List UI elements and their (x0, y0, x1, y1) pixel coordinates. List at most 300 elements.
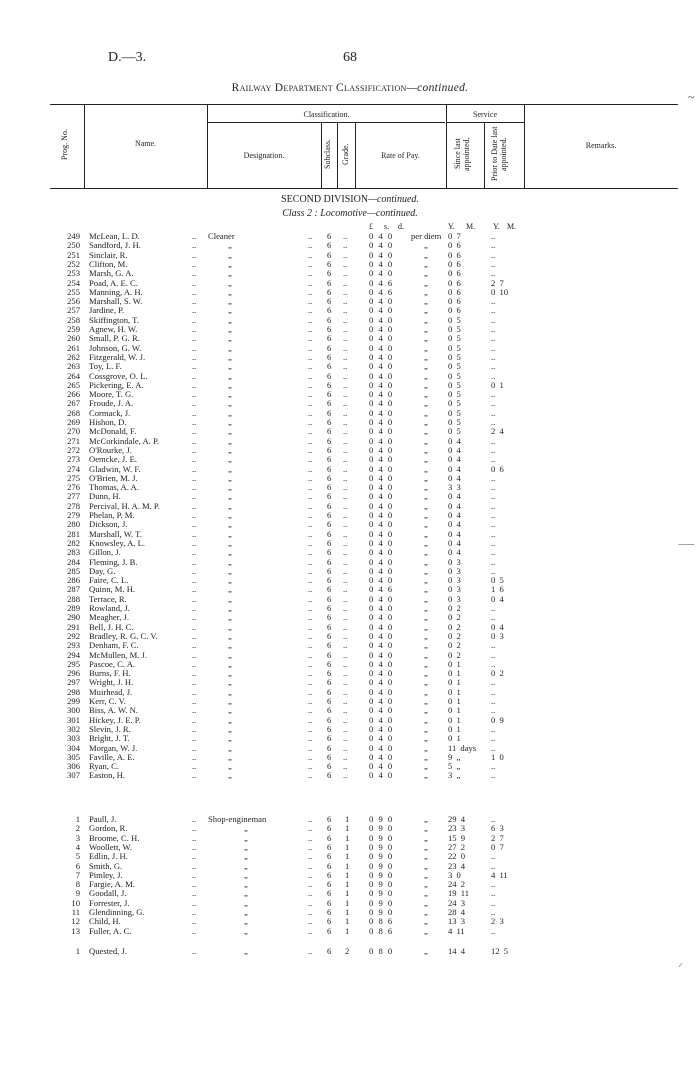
leader-dots: .. (343, 333, 348, 344)
designation-cell: „ (228, 500, 232, 511)
rate-cell: 0 9 0 (369, 814, 393, 824)
leader-dots: .. (308, 705, 313, 716)
designation-cell: „ (228, 603, 232, 613)
subclass-cell: 6 (327, 723, 332, 734)
prog-no-cell: 9 (75, 888, 80, 899)
prior-to-date-cell: .. (491, 565, 496, 576)
rate-cell: 0 4 0 (369, 537, 393, 548)
leader-dots: .. (343, 351, 348, 362)
designation-cell: „ (228, 258, 232, 269)
subclass-cell: 6 (327, 528, 332, 539)
prog-no-cell: 285 (67, 565, 80, 576)
rate-cell: 0 4 0 (369, 575, 393, 586)
subclass-cell: 6 (327, 240, 332, 251)
prior-to-date-cell: .. (491, 231, 496, 241)
name-cell: Sinclair, R. (89, 249, 128, 260)
prior-to-date-cell: .. (491, 510, 496, 520)
grade-cell: 1 (345, 879, 350, 890)
leader-dots: .. (343, 565, 348, 576)
name-cell: Fleming, J. B. (89, 556, 138, 567)
prog-no-cell: 12 (71, 916, 80, 927)
designation-cell: „ (244, 925, 248, 936)
prog-no-cell: 280 (67, 519, 80, 530)
leader-dots: .. (192, 814, 197, 824)
name-cell: Easton, H. (89, 770, 126, 781)
rate-cell: 0 9 0 (369, 851, 393, 862)
grade-cell: 2 (345, 946, 350, 956)
subclass-cell: 6 (327, 584, 332, 595)
rate-period-cell: „ (424, 621, 428, 632)
designation-cell: „ (228, 407, 232, 418)
rate-cell: 0 4 0 (369, 510, 393, 520)
designation-cell: „ (228, 649, 232, 660)
name-cell: Fitzgerald, W. J. (89, 351, 146, 362)
prog-no-cell: 270 (67, 426, 80, 437)
name-cell: Ryan, C. (89, 761, 119, 772)
leader-dots: .. (308, 733, 313, 744)
leader-dots: .. (192, 351, 197, 362)
leader-dots: .. (308, 370, 313, 381)
prior-to-date-cell: .. (491, 389, 496, 400)
class-continued: —continued. (366, 208, 418, 219)
name-cell: Oemcke, J. E. (89, 454, 137, 465)
since-last-cell: 0 6 (448, 240, 461, 251)
name-cell: Phelan, P. M. (89, 510, 135, 520)
designation-cell: „ (228, 621, 232, 632)
leader-dots: .. (192, 333, 197, 344)
designation-cell: „ (228, 333, 232, 344)
leader-dots: .. (192, 841, 197, 852)
prog-no-cell: 260 (67, 333, 80, 344)
since-last-cell: 0 4 (448, 463, 461, 474)
rate-cell: 0 4 0 (369, 472, 393, 483)
rate-cell: 0 4 0 (369, 528, 393, 539)
since-last-cell: 0 3 (448, 593, 461, 604)
name-cell: McCorkindale, A. P. (89, 435, 159, 446)
prog-no-cell: 284 (67, 556, 80, 567)
margin-mark-icon: ⸺ (678, 539, 695, 550)
prog-no-cell: 255 (67, 286, 80, 297)
since-last-cell: 0 1 (448, 723, 461, 734)
designation-cell: „ (228, 547, 232, 558)
grade-cell: 1 (345, 888, 350, 899)
leader-dots: .. (343, 751, 348, 762)
rate-cell: 0 4 0 (369, 324, 393, 334)
rate-period-cell: „ (424, 677, 428, 688)
name-cell: Percival, H. A. M. P. (89, 500, 160, 511)
since-last-cell: 19 11 (448, 888, 470, 899)
name-cell: Thomas, A. A. (89, 482, 139, 493)
prior-to-date-cell: .. (491, 814, 496, 824)
subclass-cell: 6 (327, 841, 332, 852)
since-last-cell: 0 4 (448, 528, 461, 539)
designation-cell: „ (244, 832, 248, 843)
rate-period-cell: „ (424, 324, 428, 334)
prior-to-date-cell: 0 2 (491, 668, 504, 679)
name-cell: Child, H. (89, 916, 121, 927)
unit-pence: d. (398, 222, 404, 231)
leader-dots: .. (308, 612, 313, 623)
designation-cell: „ (228, 342, 232, 353)
name-cell: Slevin, J. R. (89, 723, 131, 734)
rate-period-cell: „ (424, 537, 428, 548)
since-last-cell: 9 „ (448, 751, 461, 762)
prog-no-cell: 299 (67, 696, 80, 706)
subclass-cell: 6 (327, 556, 332, 567)
leader-dots: .. (308, 888, 313, 899)
designation-cell: „ (228, 761, 232, 772)
leader-dots: .. (308, 342, 313, 353)
since-last-cell: 0 2 (448, 640, 461, 651)
leader-dots: .. (308, 832, 313, 843)
prior-to-date-cell: .. (491, 537, 496, 548)
leader-dots: .. (343, 668, 348, 679)
subclass-cell: 6 (327, 519, 332, 530)
rate-period-cell: „ (424, 556, 428, 567)
prog-no-cell: 276 (67, 482, 80, 493)
designation-cell: „ (228, 537, 232, 548)
designation-cell: Cleaner (208, 231, 235, 241)
leader-dots: .. (343, 537, 348, 548)
leader-dots: .. (192, 696, 197, 706)
subclass-cell: 6 (327, 823, 332, 834)
leader-dots: .. (192, 472, 197, 483)
rate-cell: 0 4 0 (369, 556, 393, 567)
class-heading (0, 208, 700, 219)
leader-dots: .. (343, 472, 348, 483)
prog-no-cell: 258 (67, 314, 80, 325)
rate-cell: 0 4 0 (369, 342, 393, 353)
rate-period-cell: „ (424, 407, 428, 418)
rate-cell: 0 4 0 (369, 249, 393, 260)
leader-dots: .. (308, 696, 313, 706)
rate-cell: 0 4 0 (369, 351, 393, 362)
rate-period-cell: „ (424, 472, 428, 483)
prior-to-date-cell: .. (491, 612, 496, 623)
since-last-cell: 23 4 (448, 860, 466, 871)
rate-cell: 0 4 0 (369, 491, 393, 502)
prog-no-cell: 279 (67, 510, 80, 520)
rate-period-cell: „ (424, 510, 428, 520)
rate-cell: 0 4 0 (369, 733, 393, 744)
subclass-cell: 6 (327, 286, 332, 297)
leader-dots: .. (343, 677, 348, 688)
leader-dots: .. (192, 916, 197, 927)
leader-dots: .. (192, 463, 197, 474)
rate-period-cell: „ (424, 389, 428, 400)
designation-cell: „ (228, 556, 232, 567)
subclass-cell: 6 (327, 510, 332, 520)
subclass-cell: 6 (327, 333, 332, 344)
since-last-cell: 0 6 (448, 249, 461, 260)
col-name: Name. (134, 139, 157, 148)
leader-dots: .. (192, 612, 197, 623)
subclass-cell: 6 (327, 565, 332, 576)
rate-period-cell: „ (424, 379, 428, 390)
leader-dots: .. (308, 277, 313, 288)
leader-dots: .. (308, 723, 313, 734)
prior-to-date-cell: .. (491, 528, 496, 539)
since-last-cell: 14 4 (448, 946, 466, 956)
prior-to-date-cell: .. (491, 305, 496, 316)
designation-cell: „ (228, 565, 232, 576)
designation-cell: „ (244, 869, 248, 880)
leader-dots: .. (308, 640, 313, 651)
leader-dots: .. (192, 258, 197, 269)
leader-dots: .. (192, 888, 197, 899)
grade-cell: 1 (345, 823, 350, 834)
designation-cell: „ (228, 268, 232, 279)
since-last-cell: 5 „ (448, 761, 461, 772)
designation-cell: „ (228, 240, 232, 251)
since-last-cell: 0 2 (448, 621, 461, 632)
rate-cell: 0 4 0 (369, 668, 393, 679)
name-cell: Dunn, H. (89, 491, 121, 502)
designation-cell: „ (228, 491, 232, 502)
name-cell: Fargie, A. M. (89, 879, 135, 890)
name-cell: Bradley, R. G. C. V. (89, 630, 158, 641)
leader-dots: .. (308, 491, 313, 502)
since-last-cell: 0 4 (448, 454, 461, 465)
leader-dots: .. (343, 286, 348, 297)
designation-cell: „ (228, 370, 232, 381)
prior-to-date-cell: .. (491, 888, 496, 899)
prog-no-cell: 301 (67, 714, 80, 725)
name-cell: Kerr, C. V. (89, 696, 126, 706)
designation-cell: „ (228, 770, 232, 781)
col-subclass: Subclass. (323, 139, 332, 169)
rate-period-cell: „ (424, 277, 428, 288)
table-row (0, 770, 700, 780)
leader-dots: .. (308, 249, 313, 260)
name-cell: Gillon, J. (89, 547, 121, 558)
leader-dots: .. (308, 519, 313, 530)
designation-cell: „ (228, 324, 232, 334)
rate-cell: 0 4 0 (369, 463, 393, 474)
prog-no-cell: 297 (67, 677, 80, 688)
prog-no-cell: 305 (67, 751, 80, 762)
since-last-cell: 0 5 (448, 398, 461, 409)
prior-to-date-cell: .. (491, 640, 496, 651)
rate-period-cell: „ (424, 742, 428, 753)
prog-no-cell: 291 (67, 621, 80, 632)
prior-to-date-cell: .. (491, 417, 496, 427)
since-last-cell: 0 1 (448, 696, 461, 706)
leader-dots: .. (192, 454, 197, 465)
prog-no-cell: 259 (67, 324, 80, 334)
prior-to-date-cell: 2 3 (491, 916, 504, 927)
designation-cell: „ (244, 860, 248, 871)
prog-no-cell: 251 (67, 249, 80, 260)
name-cell: Bell, J. H. C. (89, 621, 134, 632)
prior-to-date-cell: .. (491, 851, 496, 862)
leader-dots: .. (192, 528, 197, 539)
prog-no-cell: 1 (75, 814, 80, 824)
prior-to-date-cell: .. (491, 342, 496, 353)
grade-cell: 1 (345, 832, 350, 843)
title-main: Railway Department Classification (231, 82, 407, 94)
prog-no-cell: 269 (67, 417, 80, 427)
leader-dots: .. (192, 314, 197, 325)
prior-to-date-cell: 0 6 (491, 463, 504, 474)
rate-cell: 0 4 0 (369, 751, 393, 762)
subclass-cell: 6 (327, 888, 332, 899)
leader-dots: .. (192, 593, 197, 604)
rate-period-cell: per diem (411, 231, 442, 241)
name-cell: O'Rourke, J. (89, 444, 132, 455)
name-cell: Sandford, J. H. (89, 240, 141, 251)
subclass-cell: 6 (327, 305, 332, 316)
since-last-cell: 0 1 (448, 714, 461, 725)
designation-cell: „ (228, 658, 232, 669)
designation-cell: „ (228, 723, 232, 734)
name-cell: Glendinning, G. (89, 907, 145, 917)
rate-cell: 0 4 0 (369, 417, 393, 427)
rate-cell: 0 4 0 (369, 435, 393, 446)
rate-period-cell: „ (424, 593, 428, 604)
leader-dots: .. (343, 593, 348, 604)
since-last-cell: 0 4 (448, 472, 461, 483)
unit-years-prior: Y. (493, 222, 500, 231)
leader-dots: .. (343, 705, 348, 716)
since-last-cell: 0 4 (448, 510, 461, 520)
designation-cell: „ (244, 841, 248, 852)
leader-dots: .. (308, 649, 313, 660)
name-cell: Cossgrove, O. L. (89, 370, 148, 381)
rate-cell: 0 4 0 (369, 705, 393, 716)
subclass-cell: 6 (327, 231, 332, 241)
prior-to-date-cell: .. (491, 723, 496, 734)
subclass-cell: 6 (327, 851, 332, 862)
since-last-cell: 27 2 (448, 841, 466, 852)
since-last-cell: 0 3 (448, 556, 461, 567)
rate-period-cell: „ (424, 888, 428, 899)
leader-dots: .. (192, 723, 197, 734)
leader-dots: .. (192, 714, 197, 725)
subclass-cell: 6 (327, 714, 332, 725)
rate-period-cell: „ (424, 370, 428, 381)
rate-period-cell: „ (424, 268, 428, 279)
prior-to-date-cell: 0 1 (491, 379, 504, 390)
prior-to-date-cell: .. (491, 658, 496, 669)
col-grade: Grade. (341, 143, 350, 165)
leader-dots: .. (308, 305, 313, 316)
prog-no-cell: 6 (75, 860, 80, 871)
since-last-cell: 0 3 (448, 575, 461, 586)
rate-period-cell: „ (424, 426, 428, 437)
col-designation: Designation. (243, 151, 285, 160)
leader-dots: .. (192, 705, 197, 716)
since-last-cell: 0 4 (448, 435, 461, 446)
rate-period-cell: „ (424, 435, 428, 446)
prog-no-cell: 273 (67, 454, 80, 465)
leader-dots: .. (343, 249, 348, 260)
rate-period-cell: „ (424, 584, 428, 595)
prior-to-date-cell: .. (491, 370, 496, 381)
subclass-cell: 6 (327, 324, 332, 334)
since-last-cell: 0 5 (448, 407, 461, 418)
since-last-cell: 0 1 (448, 705, 461, 716)
subclass-cell: 6 (327, 472, 332, 483)
rate-period-cell: „ (424, 946, 428, 956)
name-cell: Goodall, J. (89, 888, 127, 899)
prog-no-cell: 267 (67, 398, 80, 409)
prog-no-cell: 278 (67, 500, 80, 511)
designation-cell: „ (228, 640, 232, 651)
name-cell: Manning, A. H. (89, 286, 143, 297)
rate-period-cell: „ (424, 907, 428, 917)
prior-to-date-cell: .. (491, 500, 496, 511)
prior-to-date-cell: .. (491, 407, 496, 418)
prog-no-cell: 253 (67, 268, 80, 279)
leader-dots: .. (343, 603, 348, 613)
col-remarks: Remarks. (585, 141, 617, 150)
leader-dots: .. (343, 482, 348, 493)
prior-to-date-cell: .. (491, 519, 496, 530)
since-last-cell: 0 6 (448, 286, 461, 297)
rate-cell: 0 4 0 (369, 268, 393, 279)
leader-dots: .. (192, 686, 197, 697)
leader-dots: .. (308, 714, 313, 725)
prior-to-date-cell: 0 4 (491, 621, 504, 632)
leader-dots: .. (192, 444, 197, 455)
rate-cell: 0 4 0 (369, 258, 393, 269)
prior-to-date-cell: 2 7 (491, 277, 504, 288)
name-cell: Hickey, J. E. P. (89, 714, 141, 725)
prior-to-date-cell: .. (491, 333, 496, 344)
prior-to-date-cell: .. (491, 472, 496, 483)
prog-no-cell: 261 (67, 342, 80, 353)
leader-dots: .. (308, 860, 313, 871)
leader-dots: .. (343, 277, 348, 288)
name-cell: Burns, F. H. (89, 668, 131, 679)
since-last-cell: 24 3 (448, 897, 466, 908)
prog-no-cell: 296 (67, 668, 80, 679)
rate-cell: 0 4 0 (369, 231, 393, 241)
rate-period-cell: „ (424, 314, 428, 325)
rate-period-cell: „ (424, 603, 428, 613)
rate-cell: 0 4 0 (369, 296, 393, 307)
name-cell: Dickson, J. (89, 519, 128, 530)
rate-period-cell: „ (424, 714, 428, 725)
leader-dots: .. (343, 231, 348, 241)
since-last-cell: 0 5 (448, 314, 461, 325)
name-cell: Terrace, R. (89, 593, 127, 604)
leader-dots: .. (308, 268, 313, 279)
prior-to-date-cell: .. (491, 314, 496, 325)
prog-no-cell: 264 (67, 370, 80, 381)
prog-no-cell: 265 (67, 379, 80, 390)
prior-to-date-cell: .. (491, 761, 496, 772)
subclass-cell: 6 (327, 603, 332, 613)
rate-period-cell: „ (424, 879, 428, 890)
name-cell: Faire, C. L. (89, 575, 129, 586)
prog-no-cell: 271 (67, 435, 80, 446)
leader-dots: .. (343, 268, 348, 279)
rate-cell: 0 4 0 (369, 640, 393, 651)
leader-dots: .. (192, 584, 197, 595)
leader-dots: .. (308, 851, 313, 862)
leader-dots: .. (192, 296, 197, 307)
designation-cell: „ (228, 612, 232, 623)
prog-no-cell: 250 (67, 240, 80, 251)
subclass-cell: 6 (327, 869, 332, 880)
prior-to-date-cell: .. (491, 603, 496, 613)
rate-cell: 0 4 0 (369, 603, 393, 613)
name-cell: Toy, L. F. (89, 361, 122, 372)
prior-to-date-cell: .. (491, 482, 496, 493)
designation-cell: „ (228, 714, 232, 725)
